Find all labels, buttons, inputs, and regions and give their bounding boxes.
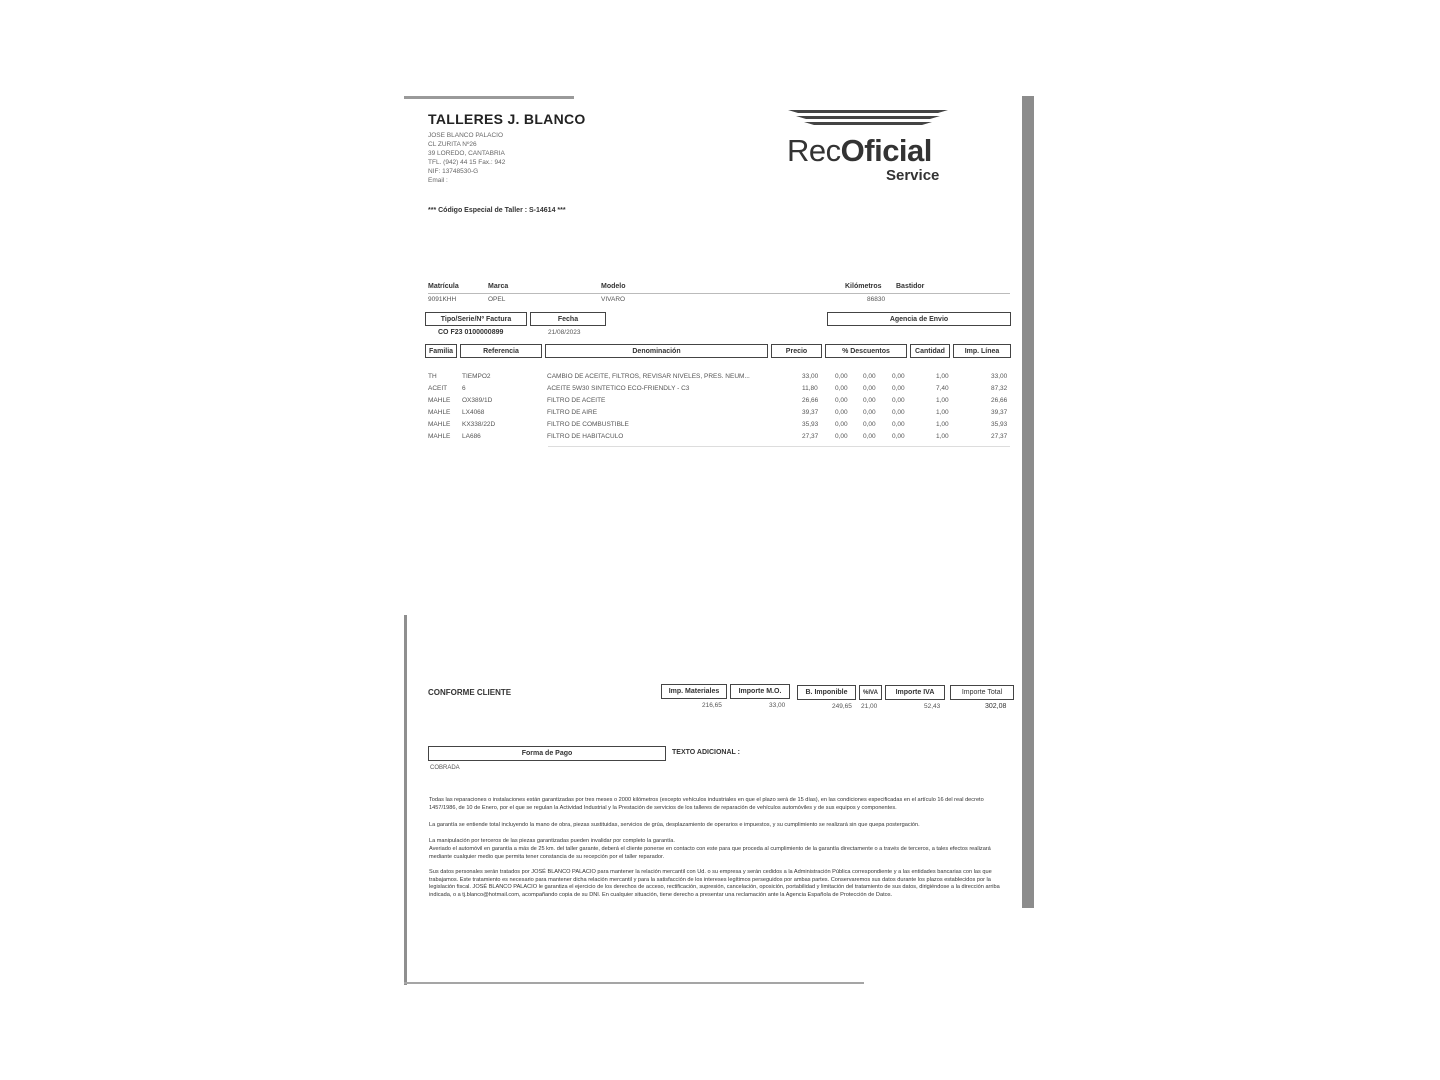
column-header-denominacion: Denominación — [545, 344, 768, 358]
table-row — [428, 397, 1013, 409]
logo-sub: Service — [886, 167, 940, 184]
cell-descuento: 0,00 — [892, 433, 905, 440]
totals-header-base: B. Imponible — [797, 685, 856, 700]
label-make: Marca — [488, 283, 509, 290]
table-row — [428, 409, 1013, 421]
workshop-info-line: Email : — [428, 177, 448, 184]
totals-header-iva-pct: %IVA — [859, 685, 882, 700]
logo-brand-bold: Oficial — [840, 133, 932, 168]
totals-header-total: Importe Total — [950, 685, 1014, 700]
recoficial-logo-icon — [788, 110, 948, 130]
cell-referencia: 6 — [462, 385, 466, 392]
vehicle-plate: 9091KHH — [428, 296, 457, 303]
cell-importe: 39,37 — [991, 409, 1008, 416]
label-km: Kilómetros — [845, 283, 882, 290]
column-header-precio: Precio — [771, 344, 822, 358]
warranty-paragraph: La garantía se entiende total incluyendo la mano de obra, piezas sustituidas, servicios de grúa, desplazamiento de operarios e impuestos, y su cumplimiento se realizará sin que quepa postergación. — [429, 822, 920, 828]
workshop-info-line: TFL. (942) 44 15 Fax.: 942 — [428, 159, 506, 166]
cell-familia: MAHLE — [428, 421, 451, 428]
cell-familia: TH — [428, 373, 437, 380]
cell-descuento: 0,00 — [892, 421, 905, 428]
cell-precio: 33,00 — [802, 373, 819, 380]
cell-familia: MAHLE — [428, 433, 451, 440]
column-header-descuentos: % Descuentos — [825, 344, 907, 358]
cell-importe: 27,37 — [991, 433, 1008, 440]
cell-cantidad: 1,00 — [936, 433, 949, 440]
warranty-paragraph: La manipulación por terceros de las piezas garantizadas pueden invalidar por completo la garantía. — [429, 838, 675, 844]
vehicle-divider — [428, 293, 1010, 294]
invoice-date-label: Fecha — [530, 312, 606, 326]
cell-descuento: 0,00 — [835, 421, 848, 428]
cell-descuento: 0,00 — [863, 397, 876, 404]
vehicle-make: OPEL — [488, 296, 506, 303]
conforme-cliente: CONFORME CLIENTE — [428, 688, 512, 697]
cell-familia: ACEIT — [428, 385, 448, 392]
cell-denominacion: FILTRO DE COMBUSTIBLE — [547, 421, 629, 428]
warranty-paragraph: Todas las reparaciones o instalaciones están garantizadas por tres meses o 2000 kilómetros (excepto vehículos industriales en que el plazo será de 15 días), en las condiciones especificadas en el artículo 16 del real decreto 1457/1986, de 10 de Enero, por el que se regulan la Actividad Industrial y la Prestación de servicios de los talleres de reparación de vehículos automóviles y de sus equipos y componentes. — [429, 797, 984, 811]
payment-method: COBRADA — [430, 765, 460, 771]
invoice-type-label: Tipo/Serie/Nº Factura — [425, 312, 527, 326]
workshop-info-line: 39 LOREDO, CANTABRIA — [428, 150, 505, 157]
cell-precio: 11,80 — [802, 385, 818, 392]
shipping-agency-label: Agencia de Envio — [827, 312, 1011, 326]
special-code: *** Código Especial de Taller : S-14614 *** — [428, 207, 566, 214]
invoice-number: CO F23 0100000899 — [438, 329, 504, 336]
column-header-referencia: Referencia — [460, 344, 542, 358]
table-bottom-divider — [548, 446, 1010, 447]
workshop-name: TALLERES J. BLANCO — [428, 111, 586, 127]
cell-descuento: 0,00 — [892, 409, 905, 416]
cell-familia: MAHLE — [428, 397, 451, 404]
label-chassis: Bastidor — [896, 283, 925, 290]
total-amount: 302,08 — [985, 703, 1007, 710]
cell-descuento: 0,00 — [835, 373, 848, 380]
total-materiales: 216,65 — [702, 702, 722, 709]
cell-descuento: 0,00 — [835, 385, 848, 392]
cell-denominacion: FILTRO DE HABITACULO — [547, 433, 624, 440]
cell-descuento: 0,00 — [892, 373, 905, 380]
cell-descuento: 0,00 — [863, 421, 876, 428]
table-row — [428, 385, 1013, 397]
cell-descuento: 0,00 — [892, 397, 905, 404]
additional-text-label: TEXTO ADICIONAL : — [672, 749, 740, 756]
workshop-info-line: NIF: 13748530-G — [428, 168, 479, 175]
payment-method-label: Forma de Pago — [428, 746, 666, 761]
workshop-info-line: JOSE BLANCO PALACIO — [428, 132, 504, 139]
total-iva: 52,43 — [924, 703, 941, 710]
workshop-info-line: CL ZURITA Nº26 — [428, 141, 477, 148]
cell-referencia: TIEMPO2 — [462, 373, 491, 380]
cell-precio: 39,37 — [802, 409, 819, 416]
scan-edge-bottom — [404, 982, 864, 984]
cell-precio: 27,37 — [802, 433, 819, 440]
cell-referencia: LX4068 — [462, 409, 485, 416]
cell-denominacion: FILTRO DE ACEITE — [547, 397, 606, 404]
cell-descuento: 0,00 — [863, 433, 876, 440]
total-mo: 33,00 — [769, 702, 786, 709]
cell-precio: 35,93 — [802, 421, 819, 428]
column-header-importe: Imp. Línea — [953, 344, 1011, 358]
cell-descuento: 0,00 — [892, 385, 905, 392]
totals-header-materiales: Imp. Materiales — [661, 684, 727, 699]
column-header-familia: Familia — [425, 344, 457, 358]
cell-importe: 87,32 — [991, 385, 1008, 392]
cell-referencia: LA686 — [462, 433, 481, 440]
invoice-date: 21/08/2023 — [548, 329, 581, 336]
cell-denominacion: FILTRO DE AIRE — [547, 409, 598, 416]
cell-cantidad: 1,00 — [936, 409, 949, 416]
total-iva-pct: 21,00 — [861, 703, 878, 710]
cell-precio: 26,66 — [802, 397, 819, 404]
label-plate: Matrícula — [428, 283, 459, 290]
cell-denominacion: ACEITE 5W30 SINTETICO ECO-FRIENDLY - C3 — [547, 385, 690, 392]
cell-importe: 33,00 — [991, 373, 1008, 380]
total-base: 249,65 — [832, 703, 852, 710]
label-model: Modelo — [601, 283, 626, 290]
table-row — [428, 433, 1013, 445]
cell-cantidad: 1,00 — [936, 373, 949, 380]
cell-referencia: OX389/1D — [462, 397, 493, 404]
column-header-cantidad: Cantidad — [910, 344, 950, 358]
cell-descuento: 0,00 — [835, 397, 848, 404]
table-row — [428, 373, 1013, 385]
vehicle-model: VIVARO — [601, 296, 626, 303]
totals-header-mo: Importe M.O. — [730, 684, 790, 699]
warranty-paragraph: Averiado el automóvil en garantía a más de 25 km. del taller garante, deberá el cliente ponerse en contacto con este para que proceda al cumplimiento de la garantía directamente o a través de terceros, a tales efectos realizará mediante cualquier medio que permita tener constancia de su recepción por el taller reparador. — [429, 846, 991, 860]
privacy-paragraph: Sus datos personales serán tratados por JOSÉ BLANCO PALACIO para mantener la relación mercantil con Ud. o su empresa y serán cedidos a la Administración Pública correspondiente y a las entidades bancarias con las que trabajamos. Este tratamiento es necesario para mantener dicha relación mercantil y para la satisfacción de los intereses legítimos perseguidos por ambas partes. Conservaremos sus datos durante los plazos establecidos por la legislación fiscal. JOSÉ BLANCO PALACIO le garantiza el ejercicio de los derechos de acceso, rectificación, supresión, cancelación, oposición, portabilidad y limitación del tratamiento de sus datos, dirigiéndose a la dirección arriba indicada, o a tj.blanco@hotmail.com, acompañando copia de su DNI. En cualquier situación, tiene derecho a presentar una reclamación ante la Agencia Española de Protección de Datos. — [429, 869, 1000, 898]
scan-edge-left — [404, 615, 407, 985]
table-row — [428, 421, 1013, 433]
cell-descuento: 0,00 — [835, 433, 848, 440]
cell-cantidad: 1,00 — [936, 421, 949, 428]
cell-referencia: KX338/22D — [462, 421, 496, 428]
cell-cantidad: 7,40 — [936, 385, 949, 392]
logo-brand-regular: Rec — [787, 133, 841, 168]
cell-importe: 26,66 — [991, 397, 1008, 404]
scan-edge-top — [404, 96, 574, 99]
totals-header-iva: Importe IVA — [885, 685, 945, 700]
cell-descuento: 0,00 — [863, 385, 876, 392]
cell-descuento: 0,00 — [835, 409, 848, 416]
cell-denominacion: CAMBIO DE ACEITE, FILTROS, REVISAR NIVELES, PRES. NEUM... — [547, 373, 750, 380]
cell-familia: MAHLE — [428, 409, 451, 416]
vehicle-km: 86830 — [867, 296, 886, 303]
cell-importe: 35,93 — [991, 421, 1008, 428]
cell-cantidad: 1,00 — [936, 397, 949, 404]
cell-descuento: 0,00 — [863, 373, 876, 380]
cell-descuento: 0,00 — [863, 409, 876, 416]
scan-edge-right — [1022, 96, 1034, 908]
logo-brand — [787, 133, 932, 169]
